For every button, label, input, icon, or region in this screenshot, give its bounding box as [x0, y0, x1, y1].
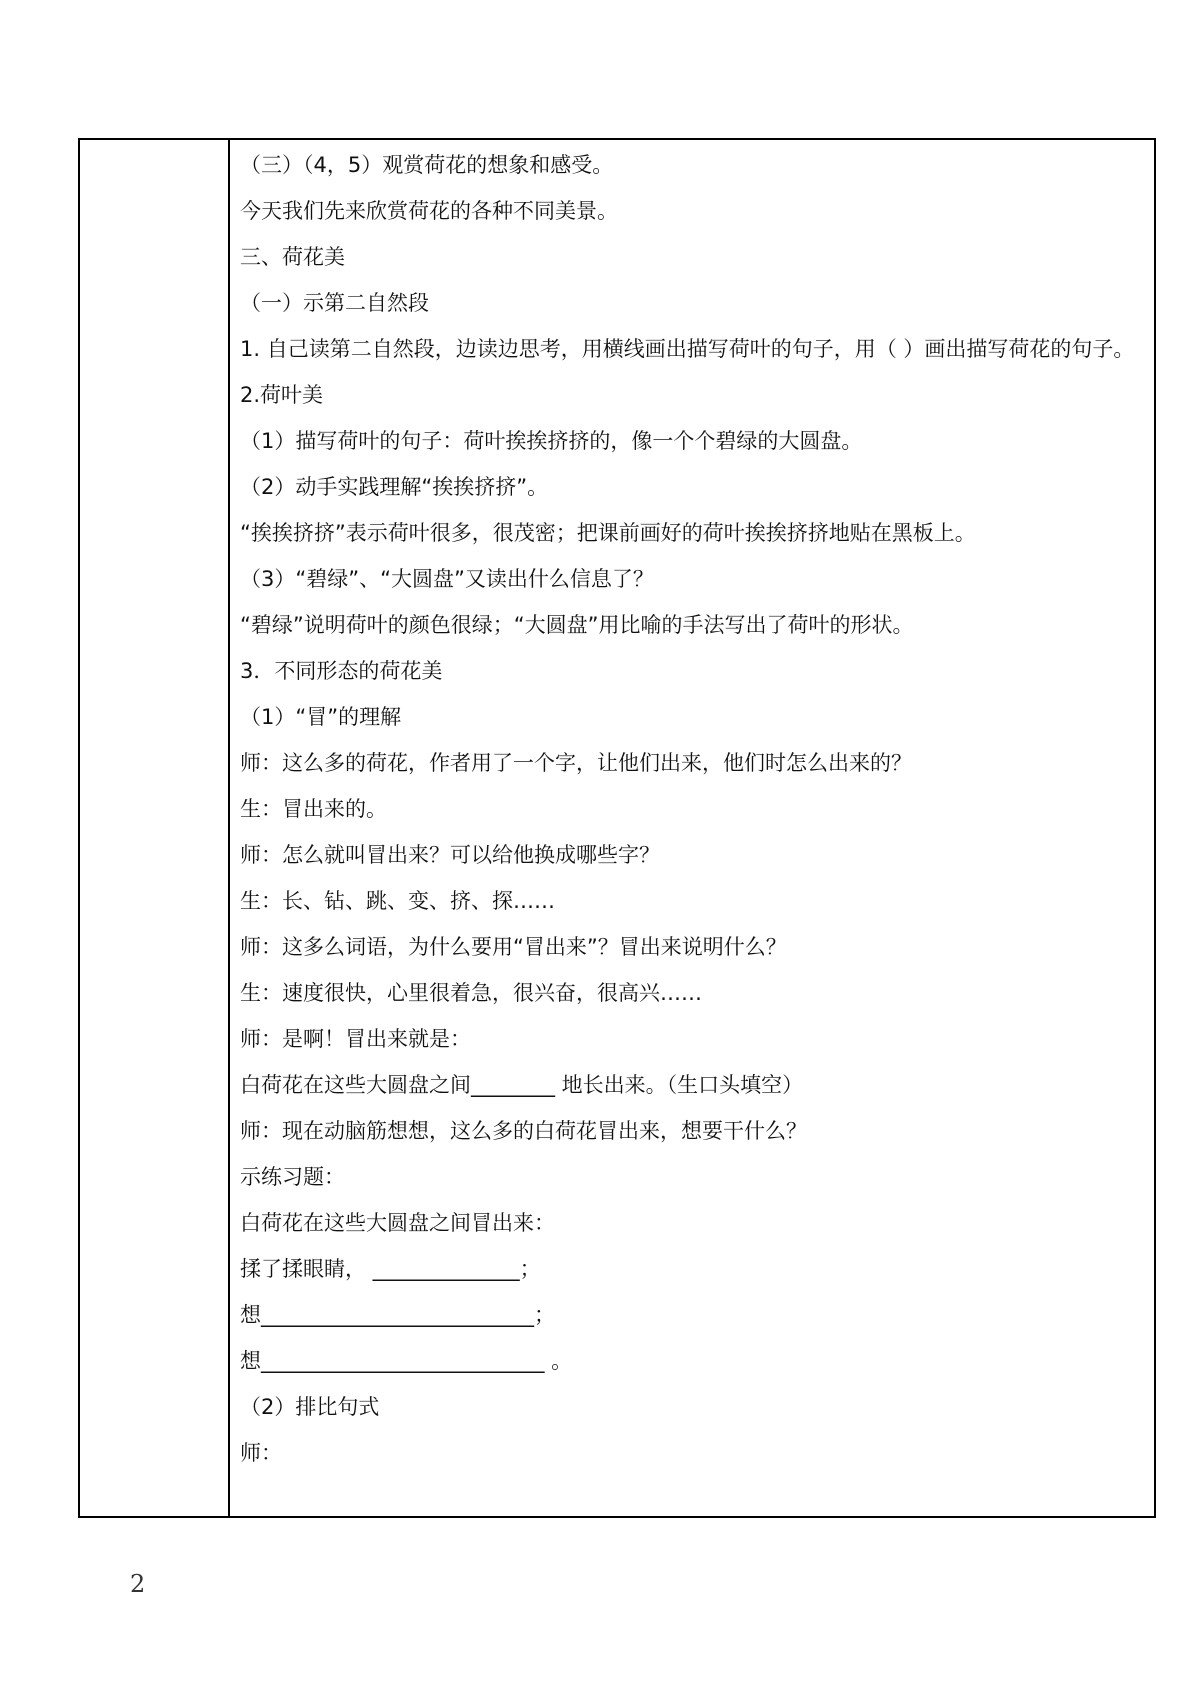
text-line: 想___________________________ 。: [240, 1349, 573, 1373]
text-line: 想__________________________；: [240, 1303, 555, 1327]
text-line: 三、荷花美: [240, 245, 345, 269]
text-line: 白荷花在这些大圆盘之间________ 地长出来。（生口头填空）: [240, 1073, 804, 1097]
text-line: （2）动手实践理解“挨挨挤挤”。: [240, 475, 549, 499]
text-line: 揉了揉眼睛， ______________；: [240, 1257, 541, 1281]
text-line: （3）“碧绿”、“大圆盘”又读出什么信息了？: [240, 567, 654, 591]
text-line: 生：冒出来的。: [240, 797, 387, 821]
column-divider: [228, 140, 230, 1516]
text-line: 1. 自己读第二自然段，边读边思考，用横线画出描写荷叶的句子，用（ ）画出描写荷花的句子。: [240, 337, 1135, 361]
text-line: （三）（4，5）观赏荷花的想象和感受。: [240, 153, 614, 177]
text-line: （1）“冒”的理解: [240, 705, 402, 729]
text-line: 生：长、钻、跳、变、挤、探……: [240, 889, 555, 913]
text-line: 2.荷叶美: [240, 383, 324, 407]
text-line: 师：这多么词语，为什么要用“冒出来”？冒出来说明什么？: [240, 935, 787, 959]
text-line: （2）排比句式: [240, 1395, 380, 1419]
text-line: （1）描写荷叶的句子：荷叶挨挨挤挤的，像一个个碧绿的大圆盘。: [240, 429, 863, 453]
text-line: “挨挨挤挤”表示荷叶很多，很茂密；把课前画好的荷叶挨挨挤挤地贴在黑板上。: [240, 521, 976, 545]
table-left-column: [80, 140, 228, 1516]
text-line: 师：怎么就叫冒出来？可以给他换成哪些字？: [240, 843, 660, 867]
text-line: 师：是啊！冒出来就是：: [240, 1027, 471, 1051]
text-line: 师：: [240, 1441, 282, 1465]
text-line: 生：速度很快，心里很着急，很兴奋，很高兴……: [240, 981, 702, 1005]
text-line: 今天我们先来欣赏荷花的各种不同美景。: [240, 199, 618, 223]
text-line: 3．不同形态的荷花美: [240, 659, 443, 683]
text-line: 师：现在动脑筋想想，这么多的白荷花冒出来，想要干什么？: [240, 1119, 807, 1143]
page-number: 2: [130, 1570, 146, 1598]
text-line: “碧绿”说明荷叶的颜色很绿；“大圆盘”用比喻的手法写出了荷叶的形状。: [240, 613, 914, 637]
text-line: 白荷花在这些大圆盘之间冒出来：: [240, 1211, 555, 1235]
text-line: 示练习题：: [240, 1165, 345, 1189]
text-line: 师：这么多的荷花，作者用了一个字，让他们出来，他们时怎么出来的？: [240, 751, 912, 775]
text-line: （一）示第二自然段: [240, 291, 429, 315]
table-content-column: [240, 142, 1146, 1476]
lesson-table: [78, 138, 1156, 1518]
